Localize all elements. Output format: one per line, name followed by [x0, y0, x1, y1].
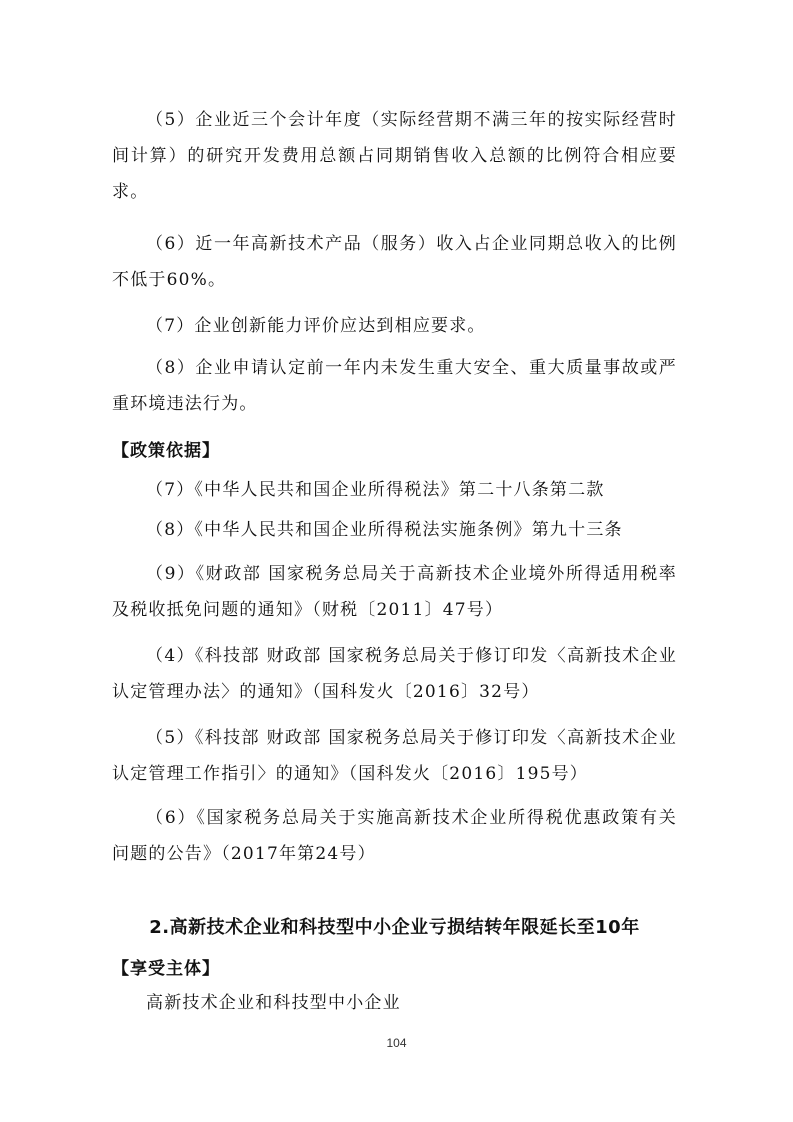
policy-basis-item: （8）《中华人民共和国企业所得税法实施条例》第九十三条 — [146, 520, 623, 540]
policy-basis-item: （6）《国家税务总局关于实施高新技术企业所得税优惠政策有关问题的公告》（2017年第24号） — [112, 808, 677, 864]
page-number: 104 — [386, 1036, 407, 1050]
policy-basis-heading: 【政策依据】 — [112, 441, 220, 461]
requirement-item-7: （7）企业创新能力评价应达到相应要求。 — [146, 316, 486, 336]
policy-basis-item: （7）《中华人民共和国企业所得税法》第二十八条第二款 — [146, 480, 605, 500]
requirement-item-8: （8）企业申请认定前一年内未发生重大安全、重大质量事故或严重环境违法行为。 — [112, 358, 677, 414]
requirement-item-6: （6）近一年高新技术产品（服务）收入占企业同期总收入的比例不低于60%。 — [112, 234, 677, 290]
subject-text: 高新技术企业和科技型中小企业 — [146, 993, 401, 1013]
policy-basis-item: （5）《科技部 财政部 国家税务总局关于修订印发〈高新技术企业认定管理工作指引〉的通知》（国科发火〔2016〕195号） — [112, 728, 677, 784]
requirement-item-5: （5）企业近三个会计年度（实际经营期不满三年的按实际经营时间计算）的研究开发费用总额占同期销售收入总额的比例符合相应要求。 — [112, 110, 677, 202]
section-title: 2.高新技术企业和科技型中小企业亏损结转年限延长至10年 — [149, 917, 640, 938]
subject-heading: 【享受主体】 — [112, 959, 220, 979]
policy-basis-item: （4）《科技部 财政部 国家税务总局关于修订印发〈高新技术企业认定管理办法〉的通知》（国科发火〔2016〕32号） — [112, 646, 677, 702]
policy-basis-item: （9）《财政部 国家税务总局关于高新技术企业境外所得适用税率及税收抵免问题的通知》（财税〔2011〕47号） — [112, 564, 677, 620]
